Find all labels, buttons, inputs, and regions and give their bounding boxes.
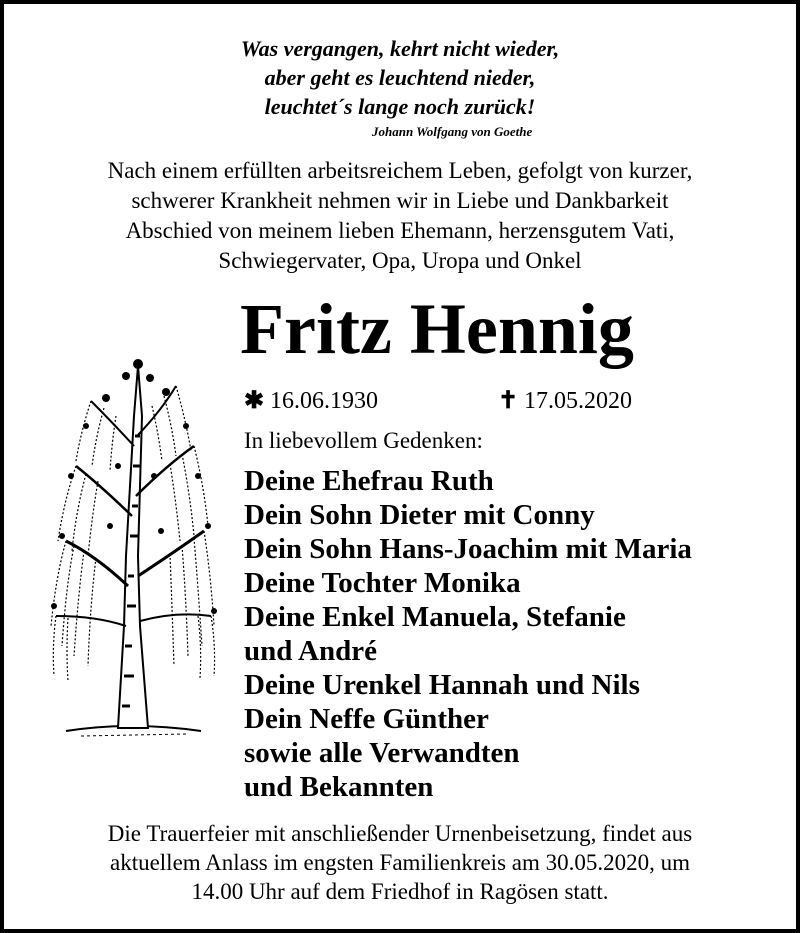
footer-line: Die Trauerfeier mit anschließender Urnenbeisetzung, findet aus bbox=[107, 821, 693, 846]
intro-text bbox=[4, 156, 796, 276]
life-dates bbox=[244, 386, 632, 416]
mourner-line: Deine Tochter Monika bbox=[244, 567, 521, 599]
memory-label: In liebevollem Gedenken: bbox=[244, 428, 483, 453]
funeral-info bbox=[4, 819, 796, 906]
mourner-line: Deine Enkel Manuela, Stefanie bbox=[244, 601, 626, 633]
mourner-line: Dein Sohn Dieter mit Conny bbox=[244, 499, 595, 531]
mourner-line: Dein Sohn Hans-Joachim mit Maria bbox=[244, 533, 692, 565]
deceased-name: Fritz Hennig bbox=[240, 289, 634, 369]
mourner-line: und Bekannten bbox=[244, 771, 434, 803]
quote-line: Was vergangen, kehrt nicht wieder, bbox=[240, 36, 560, 61]
death-date: 17.05.2020 bbox=[524, 388, 632, 414]
birch-tree-icon bbox=[26, 326, 236, 746]
mourner-line: sowie alle Verwandten bbox=[244, 737, 520, 769]
poem-quote bbox=[4, 34, 796, 121]
intro-line: Nach einem erfüllten arbeitsreichem Leben, gefolgt von kurzer, bbox=[107, 158, 693, 183]
cross-icon: ✝ bbox=[498, 388, 519, 414]
quote-line: aber geht es leuchtend nieder, bbox=[264, 65, 536, 90]
mourner-line: Deine Ehefrau Ruth bbox=[244, 465, 494, 497]
mourner-line: Deine Urenkel Hannah und Nils bbox=[244, 669, 640, 701]
intro-line: Schwiegervater, Opa, Uropa und Onkel bbox=[218, 248, 582, 273]
mourners-list bbox=[244, 464, 692, 804]
asterisk-icon: ✱ bbox=[244, 388, 265, 414]
intro-line: Abschied von meinem lieben Ehemann, herzensgutem Vati, bbox=[125, 218, 675, 243]
quote-author: Johann Wolfgang von Goethe bbox=[372, 124, 533, 139]
footer-line: 14.00 Uhr auf dem Friedhof in Ragösen statt. bbox=[191, 879, 609, 904]
footer-line: aktuellem Anlass im engsten Familienkreis am 30.05.2020, um bbox=[109, 850, 691, 875]
birth-date-group bbox=[244, 388, 378, 414]
mourner-line: und André bbox=[244, 635, 377, 667]
intro-line: schwerer Krankheit nehmen wir in Liebe und Dankbarkeit bbox=[131, 188, 669, 213]
death-date-group bbox=[498, 386, 632, 416]
quote-line: leuchtet´s lange noch zurück! bbox=[264, 94, 536, 119]
mourner-line: Dein Neffe Günther bbox=[244, 703, 489, 735]
birth-date: 16.06.1930 bbox=[270, 388, 378, 414]
